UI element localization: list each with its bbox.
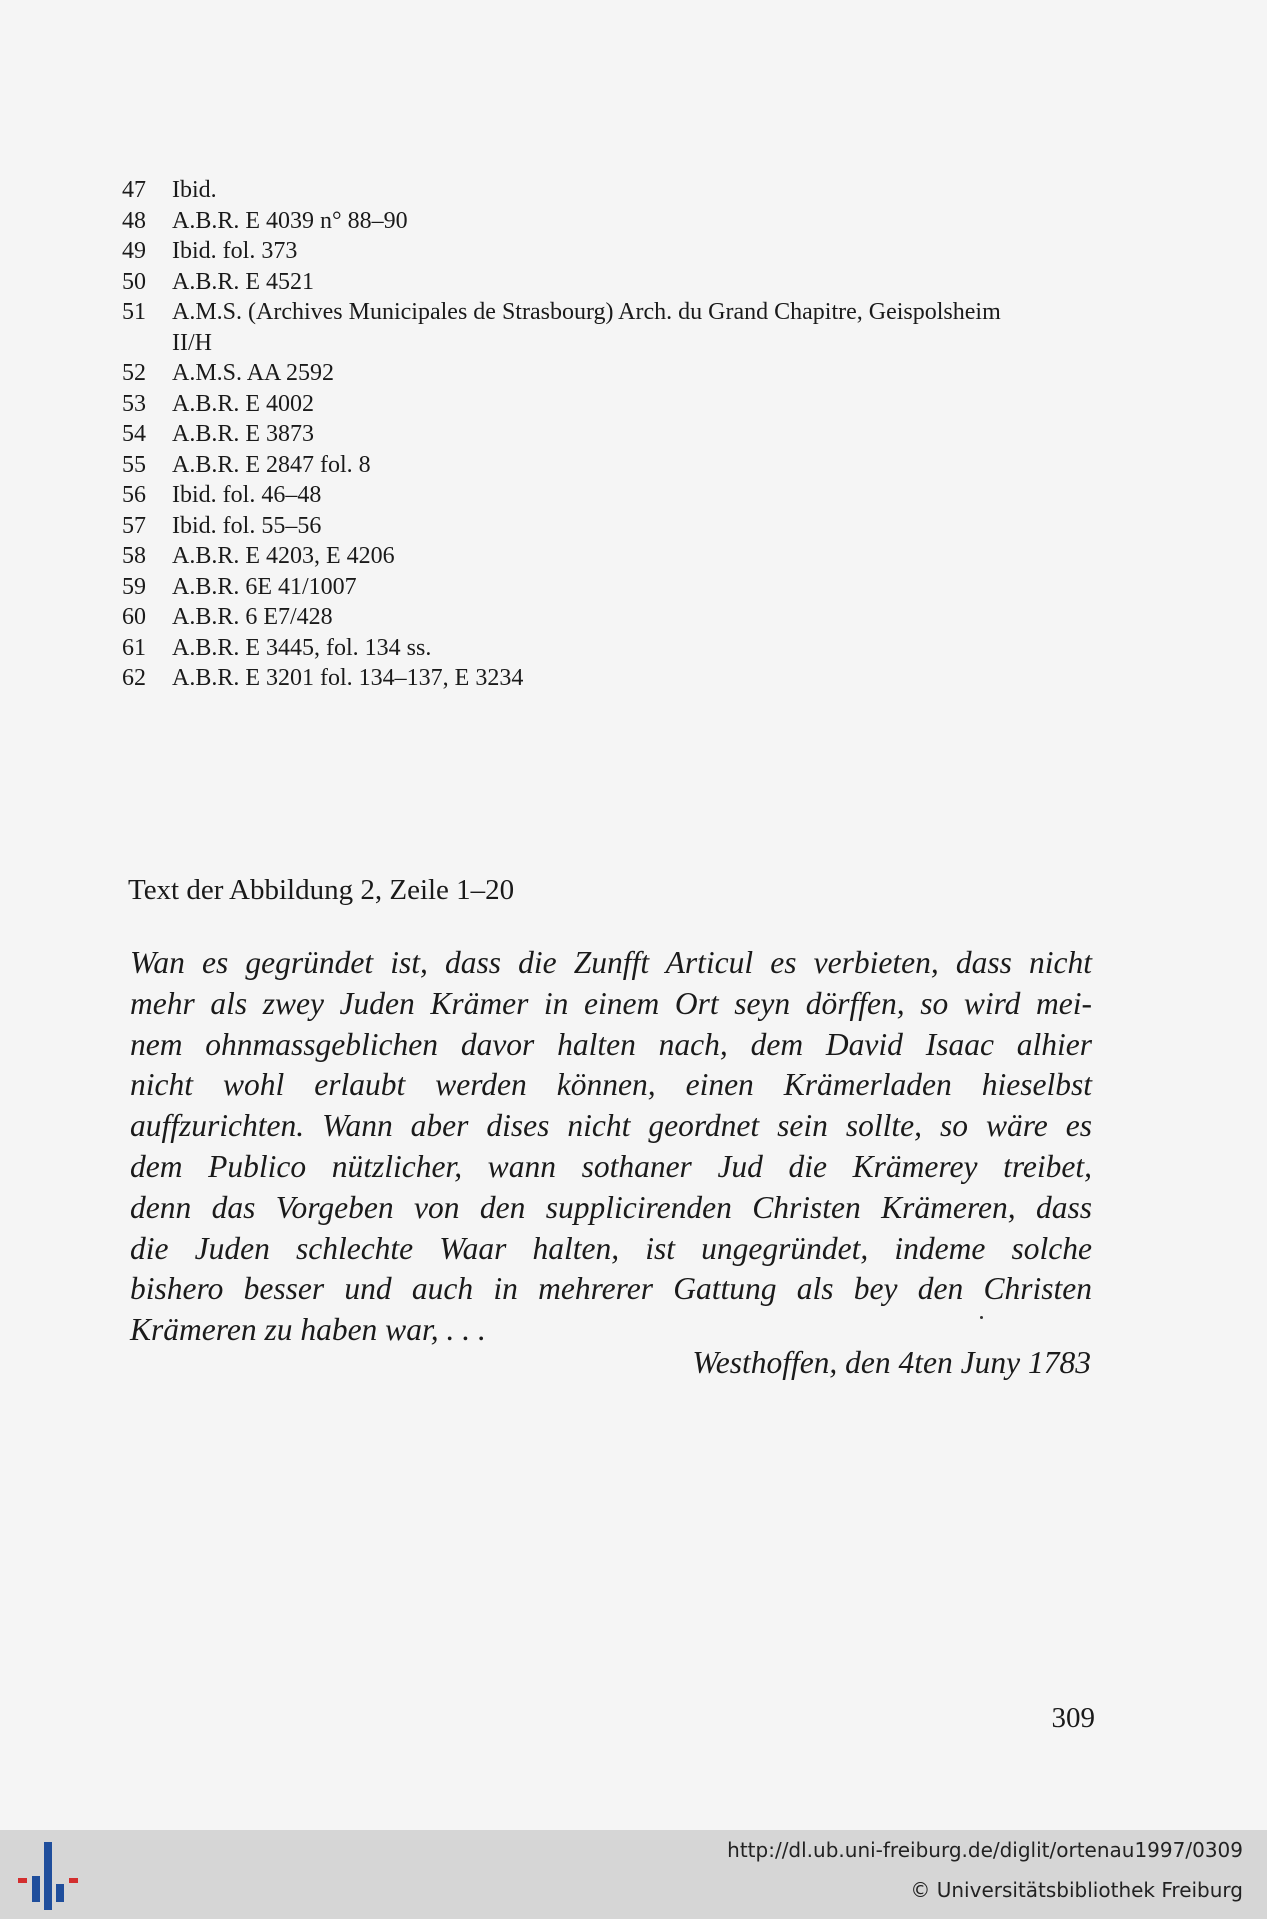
- source-url-link[interactable]: http://dl.ub.uni-freiburg.de/diglit/ortenau1997/0309: [727, 1838, 1243, 1862]
- copyright-text: © Universitätsbibliothek Freiburg: [910, 1878, 1243, 1902]
- footnote: [122, 206, 1122, 237]
- footnote-text: [172, 297, 1122, 358]
- footnote-text: A.B.R. E 4521: [172, 268, 315, 295]
- footnote-number: 54: [122, 421, 146, 447]
- footnotes-list: [122, 175, 1122, 694]
- footnote-text: A.B.R. 6E 41/1007: [172, 573, 357, 600]
- footnote-number: 52: [122, 360, 146, 386]
- footnote-number: 50: [122, 268, 146, 295]
- quote-line: nicht wohl erlaubt werden können, einen Krämerladen hieselbst: [130, 1067, 1092, 1103]
- footnote-number: 61: [122, 634, 146, 661]
- footnote-text: Ibid.: [172, 177, 217, 203]
- footnote: [122, 511, 1122, 542]
- footnote-text-line-2: II/H: [172, 329, 212, 356]
- quote-line: Krämeren zu haben war, . . .: [130, 1312, 486, 1348]
- footnote-number: 55: [122, 451, 146, 478]
- footnote-number: 49: [122, 238, 146, 264]
- footnote-text: Ibid. fol. 373: [172, 238, 298, 264]
- quoted-transcription: [130, 943, 1092, 1351]
- quote-line: Wan es gegründet ist, dass die Zunfft Articul es verbieten, dass nicht: [130, 945, 1092, 980]
- footnote-text: Ibid. fol. 55–56: [172, 512, 322, 539]
- quote-line: denn das Vorgeben von den supplicirenden Christen Krämeren, dass: [130, 1189, 1092, 1225]
- footer-bar: [0, 1830, 1267, 1919]
- quote-line: dem Publico nützlicher, wann sothaner Jud die Krämerey treibet,: [130, 1148, 1092, 1184]
- footnote-text: A.B.R. E 4002: [172, 390, 315, 417]
- page-number: 309: [1051, 1702, 1095, 1734]
- footnote-text: A.B.R. E 4203, E 4206: [172, 543, 395, 569]
- footnote-number: 62: [122, 665, 146, 691]
- footnote: [122, 602, 1122, 633]
- footnote-number: 51: [122, 299, 146, 325]
- footnote-number: 57: [122, 512, 146, 539]
- footnote: [122, 236, 1122, 267]
- quote-line: die Juden schlechte Waar halten, ist ungegründet, indeme solche: [130, 1230, 1092, 1266]
- footnote: [122, 663, 1122, 694]
- footnote: [122, 358, 1122, 389]
- footnote-text: A.B.R. 6 E7/428: [172, 604, 333, 630]
- quote-line: auffzurichten. Wann aber dises nicht geordnet sein sollte, so wäre es: [130, 1108, 1092, 1144]
- footnote: [122, 297, 1122, 358]
- footnote-number: 56: [122, 482, 146, 508]
- footnote-text: A.B.R. E 3201 fol. 134–137, E 3234: [172, 665, 524, 691]
- footnote-text: A.B.R. E 3445, fol. 134 ss.: [172, 634, 432, 661]
- footnote-text: A.B.R. E 4039 n° 88–90: [172, 207, 408, 234]
- footnote-number: 53: [122, 390, 146, 417]
- quote-line: nem ohnmassgeblichen davor halten nach, dem David Isaac alhier: [130, 1026, 1092, 1062]
- quote-signature: Westhoffen, den 4ten Juny 1783: [692, 1345, 1091, 1380]
- footnote-number: 48: [122, 207, 146, 234]
- footnote-text: A.B.R. E 3873: [172, 421, 315, 447]
- footnote-number: 58: [122, 543, 146, 569]
- footnote-number: 60: [122, 604, 146, 630]
- footnote: [122, 450, 1122, 481]
- footnote: [122, 633, 1122, 664]
- footnote: [122, 541, 1122, 572]
- footnote-number: 47: [122, 177, 146, 203]
- footnote: [122, 572, 1122, 603]
- footnote-text: A.B.R. E 2847 fol. 8: [172, 451, 371, 478]
- footnote: [122, 480, 1122, 511]
- footnote-number: 59: [122, 573, 146, 600]
- footnote: [122, 267, 1122, 298]
- footnote-text-line-1: A.M.S. (Archives Municipales de Strasbourg) Arch. du Grand Chapitre, Geispolsheim: [172, 299, 1001, 325]
- footnote: [122, 419, 1122, 450]
- footnote-text: A.M.S. AA 2592: [172, 360, 335, 386]
- footnote: [122, 175, 1122, 206]
- footnote: [122, 389, 1122, 420]
- footnote-text: Ibid. fol. 46–48: [172, 482, 322, 508]
- section-heading: Text der Abbildung 2, Zeile 1–20: [128, 874, 515, 906]
- quote-line: bishero besser und auch in mehrerer Gattung als bey den Christen: [130, 1271, 1092, 1307]
- stray-dot: [980, 1316, 983, 1319]
- quote-line: mehr als zwey Juden Krämer in einem Ort seyn dörffen, so wird mei-: [130, 985, 1092, 1021]
- library-logo-icon: [14, 1838, 84, 1913]
